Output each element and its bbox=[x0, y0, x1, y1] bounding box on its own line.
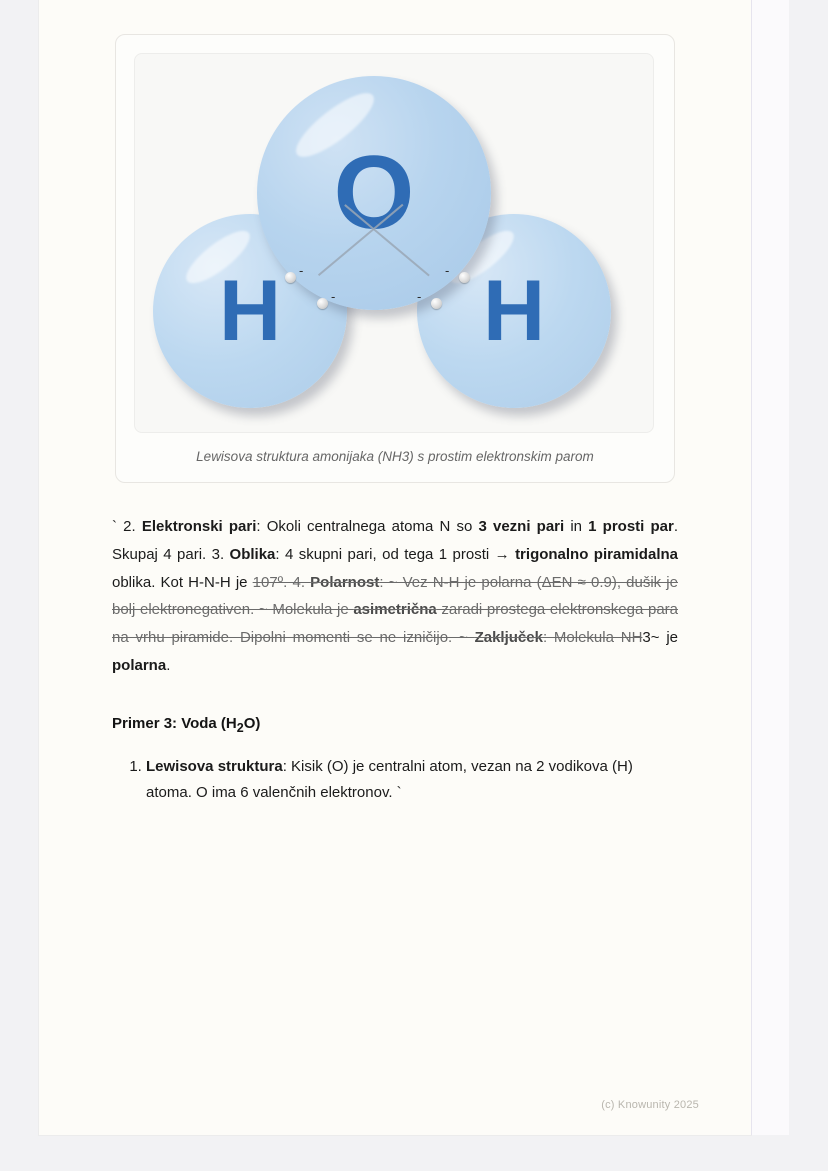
section-heading-voda bbox=[112, 710, 678, 740]
electron-dot bbox=[285, 272, 296, 283]
struck-text-run: zaradi prostega elektronskega para na vrhu piramide. Dipolni momenti se ne izničijo. ~ bbox=[112, 601, 678, 646]
text-bold-trigonalno-piramidalna: trigonalno piramidalna bbox=[515, 545, 678, 563]
list-item-bold: Lewisova struktura bbox=[146, 757, 283, 775]
atom-label-h-right: H bbox=[482, 262, 546, 359]
struck-text-bold-polarnost: Polarnost bbox=[310, 573, 380, 591]
atom-label-h-left: H bbox=[218, 262, 282, 359]
list-item bbox=[146, 754, 678, 807]
heading-subscript: 2 bbox=[236, 720, 244, 735]
electron-charge-mark: - bbox=[331, 289, 336, 304]
text-run: oblika. Kot H-N-H je bbox=[112, 573, 253, 591]
figure-card bbox=[115, 34, 675, 483]
struck-text-bold-zakljucek: Zaključek bbox=[474, 629, 543, 646]
heading-prefix: Primer 3: Voda (H bbox=[112, 714, 237, 732]
struck-text-run: : ~ Vez N-H je polarna (ΔEN ≈ 0.9), dušik je bolj elektronegativen. ~ Molekula je bbox=[112, 573, 678, 619]
list-item-text: : Kisik (O) je centralni atom, vezan na 2 vodikova (H) atoma. O ima 6 valenčnih elektronov. ` bbox=[146, 757, 633, 801]
text-run: 3~ je bbox=[642, 629, 678, 646]
paragraph-elektronski-pari bbox=[112, 513, 678, 680]
text-run: . bbox=[166, 656, 171, 674]
electron-charge-mark: - bbox=[299, 263, 304, 278]
text-run: : Okoli centralnega atoma N so bbox=[256, 518, 479, 535]
page-content bbox=[39, 0, 751, 806]
text-run: ` 2. bbox=[112, 518, 142, 535]
steps-list bbox=[112, 754, 678, 807]
watermark: (c) Knowunity 2025 bbox=[601, 1099, 699, 1111]
article-body bbox=[112, 513, 678, 806]
page-right-margin bbox=[751, 0, 789, 1135]
electron-charge-mark: - bbox=[445, 263, 450, 278]
text-bold-prosti-par: 1 prosti par bbox=[588, 518, 674, 535]
struck-text-run: : Molekula NH bbox=[542, 629, 643, 646]
text-bold-oblika: Oblika bbox=[229, 545, 276, 563]
figure-caption: Lewisova struktura amonijaka (NH3) s prostim elektronskim parom bbox=[196, 449, 594, 464]
electron-dot bbox=[459, 272, 470, 283]
heading-suffix: O) bbox=[243, 714, 261, 732]
text-run: in bbox=[564, 518, 589, 535]
document-page bbox=[39, 0, 751, 1135]
text-bold-vezni-pari: 3 vezni pari bbox=[478, 518, 565, 535]
struck-text-bold-asimetricna: asimetrična bbox=[353, 601, 437, 619]
molecule-illustration bbox=[134, 53, 654, 433]
molecule-graphic bbox=[135, 54, 653, 432]
electron-dot bbox=[317, 298, 328, 309]
atom-label-o: O bbox=[333, 134, 415, 251]
electron-dot bbox=[431, 298, 442, 309]
struck-text-run: 107º. 4. bbox=[252, 573, 311, 591]
text-run: . Skupaj 4 pari. 3. bbox=[112, 518, 679, 563]
electron-charge-mark: - bbox=[417, 289, 422, 304]
text-bold-elektronski-pari: Elektronski pari bbox=[141, 518, 257, 535]
text-run: : 4 skupni pari, od tega 1 prosti → bbox=[275, 545, 516, 563]
text-bold-polarna: polarna bbox=[112, 656, 167, 674]
